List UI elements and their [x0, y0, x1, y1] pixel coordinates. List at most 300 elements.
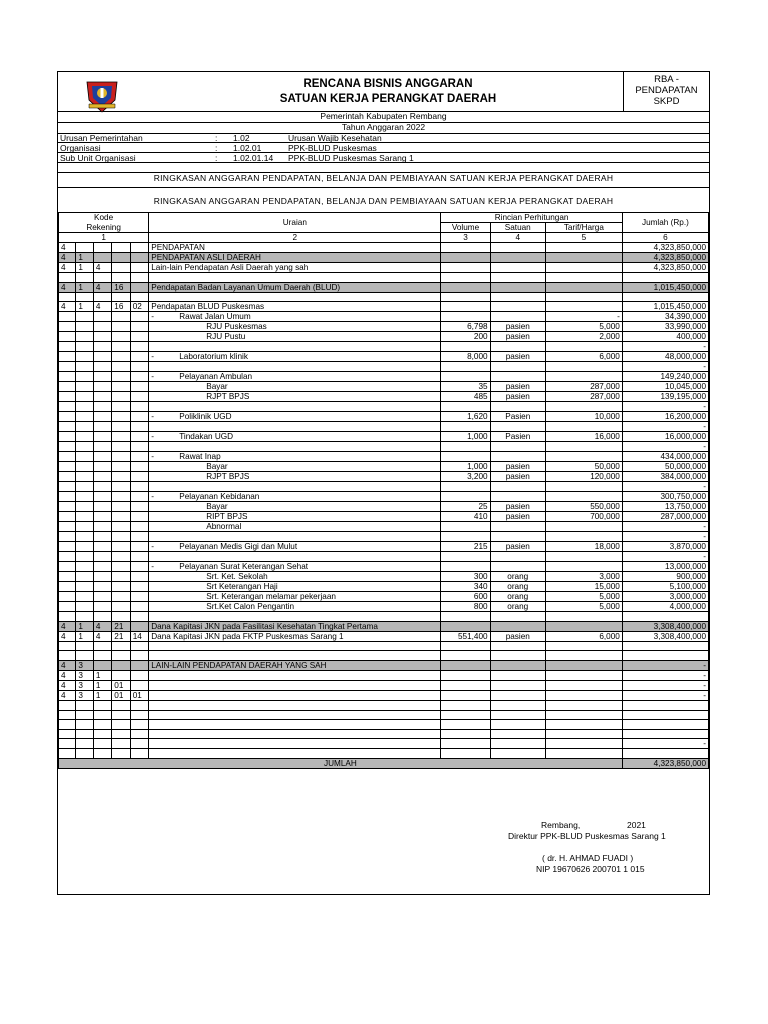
kode-cell: [76, 472, 93, 482]
kode-cell: [93, 641, 111, 651]
jumlah-cell: [622, 641, 708, 651]
jumlah-cell: -: [622, 422, 708, 432]
table-row: [59, 322, 709, 332]
satuan-cell: pasien: [490, 352, 545, 362]
table-row: [59, 612, 709, 622]
info-label: Sub Unit Organisasi: [60, 153, 136, 163]
satuan-cell: pasien: [490, 502, 545, 512]
kode-cell: [112, 602, 130, 612]
kode-cell: [130, 352, 149, 362]
kode-cell: 01: [112, 680, 130, 690]
tarif-cell: [545, 562, 622, 572]
kode-cell: [93, 592, 111, 602]
satuan-cell: [490, 282, 545, 292]
rba-label-box: [623, 72, 709, 111]
kode-cell: [112, 452, 130, 462]
jumlah-cell: -: [622, 670, 708, 680]
volume-cell: [441, 660, 490, 670]
satuan-cell: [490, 492, 545, 502]
jumlah-cell: -: [622, 690, 708, 700]
volume-cell: [441, 442, 490, 452]
kode-cell: [59, 362, 76, 372]
uraian-text: Pelayanan Kebidanan: [179, 492, 260, 502]
table-row: [59, 522, 709, 532]
kode-cell: [76, 612, 93, 622]
volume-cell: [441, 552, 490, 562]
kode-cell: [112, 512, 130, 522]
kode-cell: [76, 572, 93, 582]
tarif-cell: 5,000: [545, 322, 622, 332]
kode-cell: 3: [76, 670, 93, 680]
kode-cell: 1: [76, 631, 93, 641]
volume-cell: 215: [441, 542, 490, 552]
uraian-text: Pelayanan Ambulan: [179, 372, 253, 382]
uraian-cell: [149, 512, 441, 522]
uraian-cell: [149, 552, 441, 562]
kode-cell: [130, 700, 149, 710]
jumlah-cell: 13,750,000: [622, 502, 708, 512]
kode-cell: [93, 432, 111, 442]
uraian-cell: [149, 312, 441, 322]
table-row: [59, 462, 709, 472]
satuan-cell: pasien: [490, 462, 545, 472]
uraian-text: PENDAPATAN: [151, 243, 205, 252]
table-row: [59, 502, 709, 512]
kode-cell: [93, 482, 111, 492]
kode-cell: [76, 492, 93, 502]
volume-cell: 3,200: [441, 472, 490, 482]
kode-cell: 1: [76, 621, 93, 631]
uraian-header: Uraian: [149, 213, 441, 233]
kode-cell: [130, 382, 149, 392]
rincian-header: Rincian Perhitungan: [441, 213, 622, 223]
volume-cell: [441, 690, 490, 700]
kode-cell: [93, 729, 111, 739]
jumlah-cell: 4,000,000: [622, 602, 708, 612]
kode-cell: [76, 582, 93, 592]
volume-cell: [441, 422, 490, 432]
uraian-cell: [149, 322, 441, 332]
kode-cell: 4: [59, 243, 76, 253]
kode-cell: 4: [93, 631, 111, 641]
volume-cell: 1,000: [441, 432, 490, 442]
kode-cell: [112, 342, 130, 352]
kode-cell: [59, 700, 76, 710]
kode-cell: [59, 402, 76, 412]
satuan-cell: Pasien: [490, 412, 545, 422]
kode-cell: [130, 512, 149, 522]
jumlah-cell: 3,308,400,000: [622, 631, 708, 641]
kode-cell: [112, 412, 130, 422]
volume-cell: [441, 482, 490, 492]
kode-cell: [59, 749, 76, 759]
satuan-cell: [490, 402, 545, 412]
info-sep: :: [215, 143, 218, 153]
table-row: [59, 512, 709, 522]
uraian-text: Laboratorium klinik: [179, 352, 248, 362]
jumlah-cell: 1,015,450,000: [622, 282, 708, 292]
uraian-cell: [149, 263, 441, 273]
tarif-cell: 10,000: [545, 412, 622, 422]
kode-cell: [112, 382, 130, 392]
volume-cell: [441, 670, 490, 680]
info-name: Urusan Wajib Kesehatan: [288, 133, 382, 143]
jumlah-cell: 16,000,000: [622, 432, 708, 442]
volume-cell: [441, 700, 490, 710]
kode-cell: [93, 253, 111, 263]
table-row: [59, 263, 709, 273]
jumlah-cell: 149,240,000: [622, 372, 708, 382]
table-row: [59, 739, 709, 749]
kode-cell: [59, 739, 76, 749]
table-row: [59, 749, 709, 759]
bullet-dash: -: [151, 542, 154, 552]
kode-cell: 21: [112, 621, 130, 631]
kode-cell: [76, 432, 93, 442]
kode-cell: 01: [112, 690, 130, 700]
kode-cell: 4: [93, 302, 111, 312]
kode-cell: [59, 312, 76, 322]
kode-cell: [130, 612, 149, 622]
kode-cell: [76, 462, 93, 472]
kode-cell: [112, 739, 130, 749]
table-row: [59, 342, 709, 352]
bullet-dash: -: [151, 452, 154, 462]
table-row: [59, 243, 709, 253]
tarif-cell: [545, 482, 622, 492]
satuan-cell: [490, 641, 545, 651]
uraian-cell: [149, 273, 441, 283]
kode-cell: [93, 710, 111, 720]
title-line-1: RENCANA BISNIS ANGGARAN: [303, 78, 473, 90]
jumlah-cell: 4,323,850,000: [622, 263, 708, 273]
bullet-dash: -: [151, 372, 154, 382]
kode-cell: [76, 542, 93, 552]
kode-cell: [93, 462, 111, 472]
kode-cell: [130, 651, 149, 661]
table-row: [59, 292, 709, 302]
kode-cell: 3: [76, 680, 93, 690]
tarif-cell: [545, 710, 622, 720]
jumlah-cell: [622, 273, 708, 283]
kode-cell: [93, 382, 111, 392]
kode-cell: [59, 502, 76, 512]
kode-cell: [112, 651, 130, 661]
kode-cell: [112, 292, 130, 302]
divider: [58, 162, 709, 163]
volume-cell: [441, 749, 490, 759]
satuan-cell: pasien: [490, 512, 545, 522]
kode-cell: [93, 273, 111, 283]
tarif-cell: [545, 641, 622, 651]
jumlah-cell: -: [622, 482, 708, 492]
tarif-cell: [545, 651, 622, 661]
kode-cell: 1: [76, 302, 93, 312]
jumlah-cell: [622, 651, 708, 661]
table-row: [59, 621, 709, 631]
uraian-cell: [149, 382, 441, 392]
tarif-cell: -: [545, 312, 622, 322]
tarif-cell: [545, 660, 622, 670]
rba-line-3: SKPD: [653, 96, 680, 107]
num-volume: 3: [441, 233, 490, 243]
kode-cell: 01: [130, 690, 149, 700]
satuan-cell: [490, 680, 545, 690]
uraian-cell: [149, 582, 441, 592]
uraian-text: Dana Kapitasi JKN pada Fasilitasi Kesehatan Tingkat Pertama: [151, 621, 378, 631]
jumlah-cell: [622, 700, 708, 710]
kode-cell: 21: [112, 631, 130, 641]
kode-cell: [93, 512, 111, 522]
table-row: [59, 472, 709, 482]
uraian-cell: [149, 542, 441, 552]
jumlah-cell: [622, 720, 708, 730]
volume-cell: [441, 522, 490, 532]
kode-cell: 16: [112, 302, 130, 312]
kode-cell: [93, 602, 111, 612]
jumlah-cell: -: [622, 522, 708, 532]
uraian-cell: [149, 572, 441, 582]
uraian-text: Bayar: [206, 382, 228, 392]
kode-cell: [130, 482, 149, 492]
tarif-cell: 550,000: [545, 502, 622, 512]
kode-cell: [93, 651, 111, 661]
kode-cell: [112, 710, 130, 720]
tarif-cell: [545, 612, 622, 622]
jumlah-cell: 34,390,000: [622, 312, 708, 322]
uraian-text: Pendapatan BLUD Puskesmas: [151, 302, 265, 312]
volume-header: Volume: [441, 223, 490, 233]
kode-cell: [112, 263, 130, 273]
kode-cell: [59, 512, 76, 522]
kode-cell: [130, 442, 149, 452]
volume-cell: [441, 651, 490, 661]
kode-cell: 3: [76, 690, 93, 700]
jumlah-cell: [622, 710, 708, 720]
volume-cell: [441, 292, 490, 302]
table-row: [59, 552, 709, 562]
uraian-text: Bayar: [206, 462, 228, 472]
kode-cell: [76, 362, 93, 372]
satuan-cell: Pasien: [490, 432, 545, 442]
table-row: [59, 273, 709, 283]
kode-cell: [130, 749, 149, 759]
uraian-cell: [149, 392, 441, 402]
kode-cell: [93, 422, 111, 432]
volume-cell: 6,798: [441, 322, 490, 332]
kode-cell: [76, 739, 93, 749]
kode-cell: [59, 273, 76, 283]
jumlah-cell: 4,323,850,000: [622, 253, 708, 263]
summary-title-upper: RINGKASAN ANGGARAN PENDAPATAN, BELANJA DAN PEMBIAYAAN SATUAN KERJA PERANGKAT DAERAH: [153, 173, 614, 183]
uraian-cell: [149, 660, 441, 670]
kode-cell: [76, 273, 93, 283]
kode-cell: [59, 352, 76, 362]
uraian-text: RJPT BPJS: [206, 472, 250, 482]
jumlah-cell: -: [622, 342, 708, 352]
volume-cell: 800: [441, 602, 490, 612]
kode-cell: [130, 720, 149, 730]
kode-cell: [76, 710, 93, 720]
bullet-dash: -: [151, 312, 154, 322]
kode-cell: [76, 700, 93, 710]
uraian-cell: [149, 602, 441, 612]
uraian-cell: [149, 720, 441, 730]
satuan-cell: pasien: [490, 542, 545, 552]
jumlah-cell: -: [622, 532, 708, 542]
uraian-cell: [149, 700, 441, 710]
kode-cell: [112, 641, 130, 651]
uraian-cell: [149, 282, 441, 292]
satuan-cell: [490, 552, 545, 562]
kode-cell: [93, 552, 111, 562]
satuan-cell: [490, 253, 545, 263]
kode-cell: [59, 532, 76, 542]
divider: [58, 187, 709, 188]
kode-cell: [59, 452, 76, 462]
kode-cell: [112, 442, 130, 452]
volume-cell: 340: [441, 582, 490, 592]
satuan-cell: [490, 452, 545, 462]
kode-cell: [76, 422, 93, 432]
jumlah-cell: -: [622, 442, 708, 452]
kode-cell: [93, 582, 111, 592]
signature-year: 2021: [627, 820, 646, 830]
kode-cell: [93, 749, 111, 759]
tarif-cell: [545, 720, 622, 730]
uraian-text: Rawat Jalan Umum: [179, 312, 251, 322]
kode-cell: [59, 602, 76, 612]
kode-cell: [59, 432, 76, 442]
jumlah-cell: [622, 612, 708, 622]
rba-line-1: RBA -: [654, 74, 679, 85]
kode-cell: [130, 432, 149, 442]
volume-cell: [441, 680, 490, 690]
kode-cell: [76, 332, 93, 342]
table-row: [59, 332, 709, 342]
bullet-dash: -: [151, 562, 154, 572]
kode-cell: [112, 670, 130, 680]
uraian-cell: [149, 243, 441, 253]
kode-cell: [59, 552, 76, 562]
uraian-cell: [149, 729, 441, 739]
kode-cell: [59, 422, 76, 432]
tarif-cell: [545, 243, 622, 253]
kode-cell: [59, 720, 76, 730]
satuan-cell: [490, 729, 545, 739]
uraian-cell: [149, 412, 441, 422]
kode-cell: [76, 402, 93, 412]
jumlah-cell: 3,308,400,000: [622, 621, 708, 631]
volume-cell: [441, 372, 490, 382]
uraian-text: RJU Puskesmas: [206, 322, 267, 332]
kode-cell: [112, 660, 130, 670]
kode-cell: [112, 482, 130, 492]
signature-name: ( dr. H. AHMAD FUADI ): [542, 853, 634, 863]
tarif-cell: 6,000: [545, 352, 622, 362]
kode-cell: [130, 462, 149, 472]
uraian-cell: [149, 302, 441, 312]
kode-cell: [93, 312, 111, 322]
volume-cell: [441, 621, 490, 631]
tarif-cell: [545, 263, 622, 273]
tarif-cell: [545, 739, 622, 749]
tarif-cell: 16,000: [545, 432, 622, 442]
satuan-cell: pasien: [490, 382, 545, 392]
kode-cell: [93, 412, 111, 422]
kode-cell: [76, 442, 93, 452]
satuan-cell: [490, 700, 545, 710]
volume-cell: [441, 273, 490, 283]
table-row: [59, 680, 709, 690]
kode-cell: [130, 729, 149, 739]
satuan-header: Satuan: [490, 223, 545, 233]
info-label: Urusan Pemerintahan: [60, 133, 143, 143]
kode-cell: [93, 502, 111, 512]
kode-cell: [130, 522, 149, 532]
jumlah-cell: 3,870,000: [622, 542, 708, 552]
satuan-cell: [490, 482, 545, 492]
tarif-cell: 287,000: [545, 382, 622, 392]
uraian-cell: [149, 710, 441, 720]
uraian-cell: [149, 749, 441, 759]
kode-cell: [130, 532, 149, 542]
kode-cell: 4: [59, 253, 76, 263]
kode-cell: [59, 472, 76, 482]
uraian-cell: [149, 562, 441, 572]
kode-cell: [130, 492, 149, 502]
tarif-cell: 15,000: [545, 582, 622, 592]
info-code: 1.02.01: [233, 143, 262, 153]
kode-cell: 1: [93, 690, 111, 700]
kode-cell: [130, 422, 149, 432]
tarif-cell: 6,000: [545, 631, 622, 641]
kode-cell: [130, 392, 149, 402]
kode-cell: [130, 562, 149, 572]
tarif-cell: [545, 402, 622, 412]
kode-cell: [93, 492, 111, 502]
kode-cell: 1: [76, 253, 93, 263]
uraian-text: PENDAPATAN ASLI DAERAH: [151, 253, 261, 262]
kode-cell: [59, 592, 76, 602]
uraian-cell: [149, 292, 441, 302]
uraian-cell: [149, 462, 441, 472]
kode-cell: [130, 322, 149, 332]
tarif-cell: 5,000: [545, 592, 622, 602]
uraian-cell: [149, 612, 441, 622]
satuan-cell: pasien: [490, 332, 545, 342]
kode-cell: [93, 522, 111, 532]
jumlah-cell: 139,195,000: [622, 392, 708, 402]
table-row: [59, 302, 709, 312]
uraian-cell: [149, 432, 441, 442]
volume-cell: 1,000: [441, 462, 490, 472]
kode-cell: 1: [93, 680, 111, 690]
uraian-text: Dana Kapitasi JKN pada FKTP Puskesmas Sarang 1: [151, 631, 344, 641]
kode-cell: [112, 352, 130, 362]
satuan-cell: [490, 292, 545, 302]
jumlah-cell: [622, 292, 708, 302]
tarif-cell: 18,000: [545, 542, 622, 552]
jumlah-cell: [622, 729, 708, 739]
tarif-cell: 5,000: [545, 602, 622, 612]
kode-cell: [93, 442, 111, 452]
kode-cell: [93, 352, 111, 362]
table-row: [59, 720, 709, 730]
bullet-dash: -: [151, 412, 154, 422]
signature-place: Rembang,: [541, 820, 581, 830]
kode-cell: 4: [93, 282, 111, 292]
